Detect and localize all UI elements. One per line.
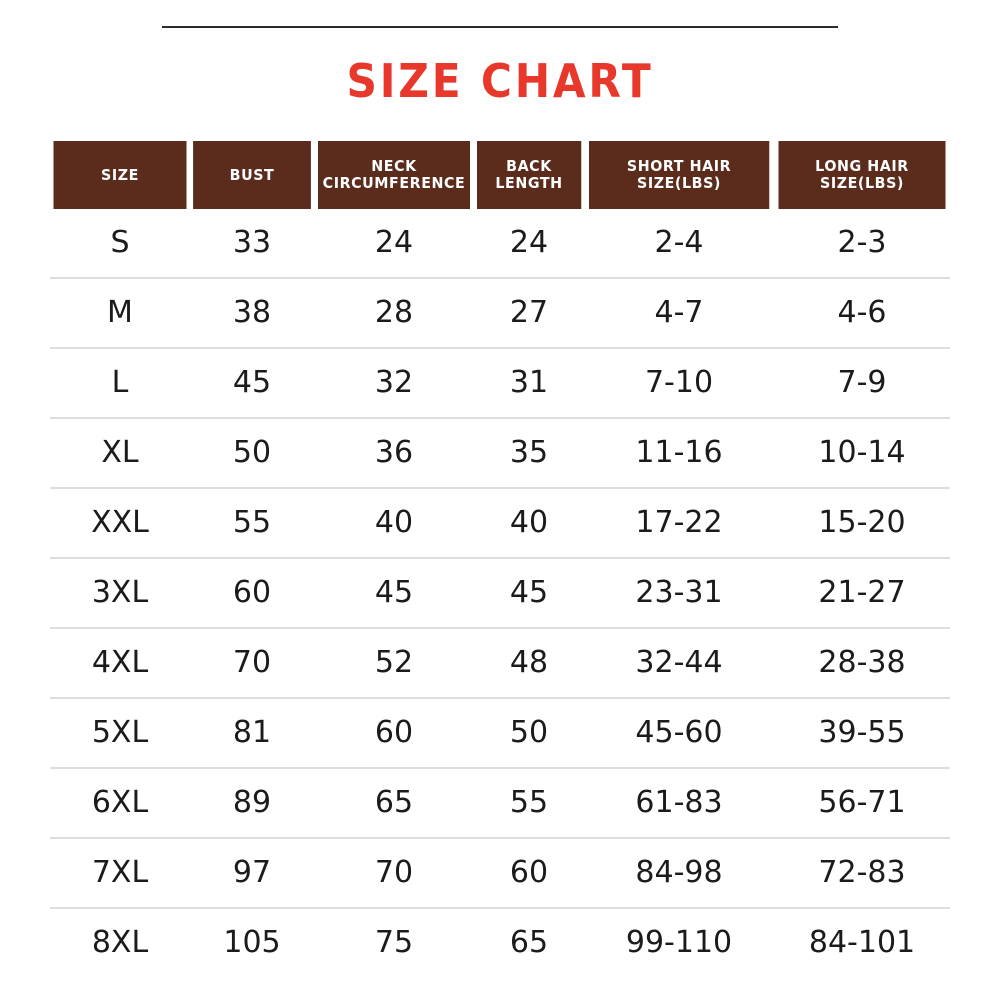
table-body bbox=[50, 209, 950, 977]
size-chart-table-container bbox=[50, 141, 950, 977]
table-row bbox=[50, 698, 950, 768]
cell-short-hair: 17-22 bbox=[584, 488, 774, 558]
cell-back: 24 bbox=[474, 209, 584, 278]
column-header-bust bbox=[193, 141, 311, 209]
cell-neck: 70 bbox=[314, 838, 474, 908]
table-row bbox=[50, 488, 950, 558]
cell-size: L bbox=[50, 348, 190, 418]
cell-size: S bbox=[50, 209, 190, 278]
cell-short-hair: 11-16 bbox=[584, 418, 774, 488]
cell-back: 27 bbox=[474, 278, 584, 348]
cell-neck: 32 bbox=[314, 348, 474, 418]
cell-size: 5XL bbox=[50, 698, 190, 768]
cell-long-hair: 10-14 bbox=[774, 418, 950, 488]
cell-size: 6XL bbox=[50, 768, 190, 838]
cell-long-hair: 4-6 bbox=[774, 278, 950, 348]
cell-size: 4XL bbox=[50, 628, 190, 698]
cell-short-hair: 2-4 bbox=[584, 209, 774, 278]
cell-size: M bbox=[50, 278, 190, 348]
cell-long-hair: 2-3 bbox=[774, 209, 950, 278]
cell-long-hair: 39-55 bbox=[774, 698, 950, 768]
table-row bbox=[50, 768, 950, 838]
cell-back: 48 bbox=[474, 628, 584, 698]
cell-bust: 105 bbox=[223, 925, 281, 960]
cell-size: 7XL bbox=[50, 838, 190, 908]
column-header-long-hair-size bbox=[778, 141, 945, 209]
cell-bust: 55 bbox=[190, 488, 314, 558]
cell-bust: 38 bbox=[190, 278, 314, 348]
cell-size: XXL bbox=[50, 488, 190, 558]
column-header-back-line1: BACK bbox=[506, 157, 552, 175]
column-header-short-hair-size bbox=[589, 141, 770, 209]
cell-bust: 70 bbox=[190, 628, 314, 698]
table-row bbox=[50, 418, 950, 488]
table-row bbox=[50, 278, 950, 348]
cell-size: 3XL bbox=[50, 558, 190, 628]
cell-long-hair: 84-101 bbox=[808, 925, 916, 960]
cell-long-hair: 56-71 bbox=[774, 768, 950, 838]
cell-short-hair: 7-10 bbox=[584, 348, 774, 418]
cell-neck: 40 bbox=[314, 488, 474, 558]
table-row bbox=[50, 209, 950, 278]
cell-bust: 45 bbox=[190, 348, 314, 418]
cell-long-hair: 7-9 bbox=[774, 348, 950, 418]
column-header-short-hair-line1: SHORT HAIR bbox=[626, 157, 732, 175]
cell-neck: 36 bbox=[314, 418, 474, 488]
cell-bust: 33 bbox=[190, 209, 314, 278]
table-row bbox=[50, 628, 950, 698]
column-header-bust-line1: BUST bbox=[229, 165, 275, 184]
column-header-neck-line2: CIRCUMFERENCE bbox=[322, 174, 466, 192]
column-header-short-hair-line2: SIZE(LBS) bbox=[636, 174, 721, 192]
cell-neck: 52 bbox=[314, 628, 474, 698]
cell-bust: 50 bbox=[190, 418, 314, 488]
column-header-neck-line1: NECK bbox=[371, 157, 417, 175]
column-header-neck-circumference bbox=[318, 141, 470, 209]
cell-back: 35 bbox=[474, 418, 584, 488]
cell-back: 40 bbox=[474, 488, 584, 558]
cell-bust: 60 bbox=[190, 558, 314, 628]
cell-long-hair: 15-20 bbox=[774, 488, 950, 558]
column-header-long-hair-line1: LONG HAIR bbox=[815, 157, 909, 175]
cell-neck: 65 bbox=[314, 768, 474, 838]
column-header-back-line2: LENGTH bbox=[495, 174, 563, 192]
column-header-size-line1: SIZE bbox=[101, 165, 139, 184]
cell-size: 8XL bbox=[91, 925, 149, 960]
size-chart-table bbox=[50, 141, 950, 977]
cell-neck: 60 bbox=[314, 698, 474, 768]
cell-bust: 97 bbox=[190, 838, 314, 908]
table-row bbox=[50, 908, 950, 977]
cell-size: XL bbox=[50, 418, 190, 488]
cell-short-hair: 84-98 bbox=[584, 838, 774, 908]
cell-back: 50 bbox=[474, 698, 584, 768]
column-header-size bbox=[54, 141, 187, 209]
table-row bbox=[50, 838, 950, 908]
cell-short-hair: 99-110 bbox=[625, 925, 733, 960]
column-header-long-hair-line2: SIZE(LBS) bbox=[819, 174, 904, 192]
cell-long-hair: 28-38 bbox=[774, 628, 950, 698]
cell-back: 65 bbox=[509, 925, 549, 960]
cell-neck: 24 bbox=[314, 209, 474, 278]
table-row bbox=[50, 348, 950, 418]
table-row bbox=[50, 558, 950, 628]
cell-neck: 75 bbox=[374, 925, 414, 960]
cell-neck: 45 bbox=[314, 558, 474, 628]
cell-long-hair: 21-27 bbox=[774, 558, 950, 628]
cell-back: 55 bbox=[474, 768, 584, 838]
cell-neck: 28 bbox=[314, 278, 474, 348]
table-header bbox=[50, 141, 950, 209]
cell-short-hair: 32-44 bbox=[584, 628, 774, 698]
page-title: SIZE CHART bbox=[346, 54, 654, 108]
top-divider bbox=[162, 26, 838, 28]
cell-short-hair: 45-60 bbox=[584, 698, 774, 768]
table-header-row bbox=[50, 141, 950, 209]
cell-short-hair: 4-7 bbox=[584, 278, 774, 348]
cell-back: 60 bbox=[474, 838, 584, 908]
cell-long-hair: 72-83 bbox=[774, 838, 950, 908]
cell-back: 31 bbox=[474, 348, 584, 418]
cell-bust: 89 bbox=[190, 768, 314, 838]
cell-short-hair: 23-31 bbox=[584, 558, 774, 628]
cell-back: 45 bbox=[474, 558, 584, 628]
cell-bust: 81 bbox=[190, 698, 314, 768]
cell-short-hair: 61-83 bbox=[584, 768, 774, 838]
column-header-back-length bbox=[477, 141, 582, 209]
